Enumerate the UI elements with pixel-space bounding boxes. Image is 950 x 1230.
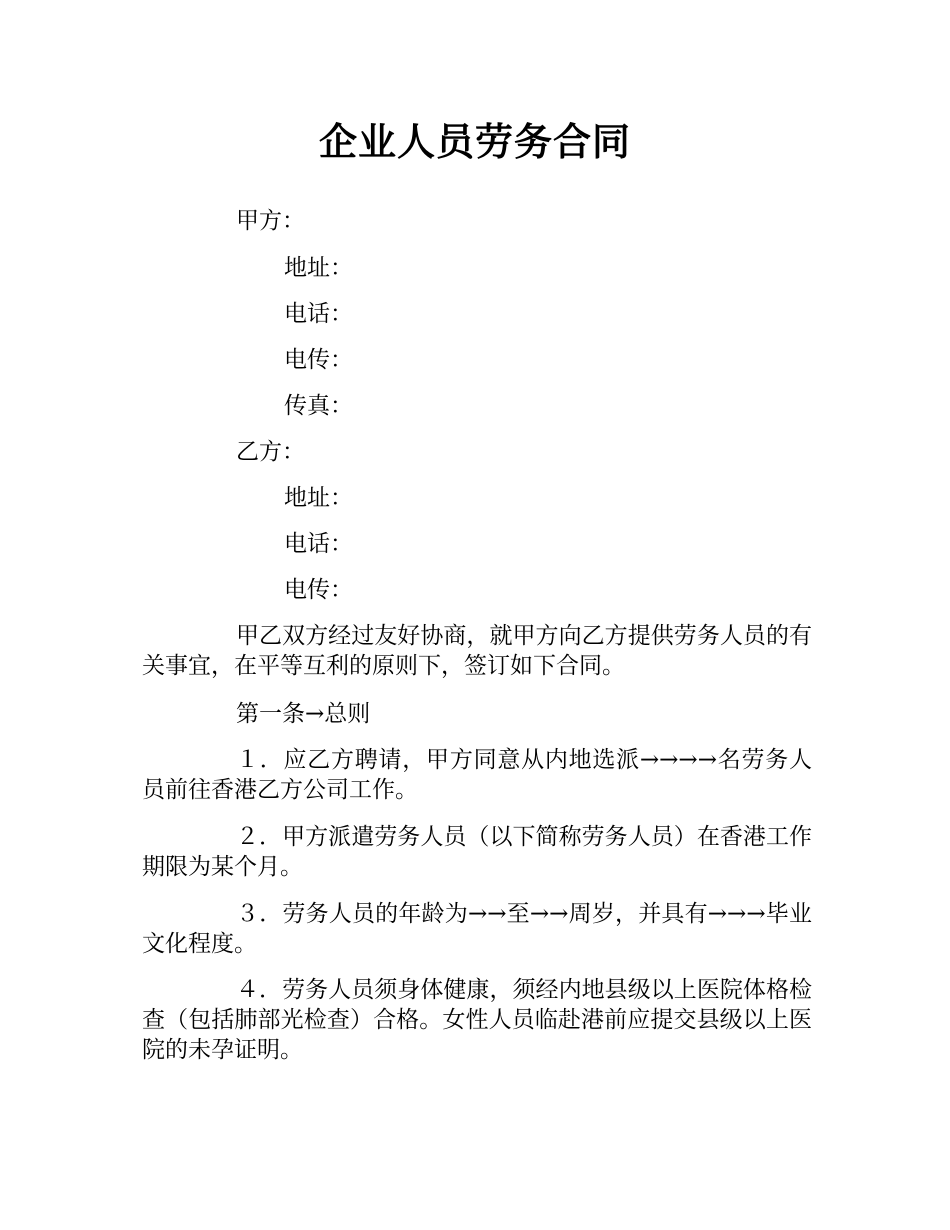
party-a-label: 甲方： <box>236 208 305 234</box>
intro-paragraph: 甲乙双方经过友好协商，就甲方向乙方提供劳务人员的有关事宜，在平等互利的原则下，签订如下合同。 <box>142 623 812 679</box>
party-b-address-label: 地址： <box>284 485 353 511</box>
party-b-label: 乙方： <box>236 439 305 465</box>
party-a-address-label: 地址： <box>284 255 353 281</box>
party-a-telex-label: 电传： <box>284 347 353 373</box>
article-1-heading: 第一条→总则 <box>236 701 371 727</box>
page-title: 企业人员劳务合同 <box>318 120 631 164</box>
clause-4: ４．劳务人员须身体健康，须经内地县级以上医院体格检查（包括肺部光检查）合格。女性人员临赴港前应提交县级以上医院的未孕证明。 <box>142 977 812 1063</box>
clause-2: ２．甲方派遣劳务人员（以下简称劳务人员）在香港工作期限为某个月。 <box>142 824 812 880</box>
clause-3: ３．劳务人员的年龄为→→至→→周岁，并具有→→→毕业文化程度。 <box>142 901 812 957</box>
party-b-telex-label: 电传： <box>284 577 353 603</box>
party-a-phone-label: 电话： <box>284 301 353 327</box>
party-b-phone-label: 电话： <box>284 531 353 557</box>
party-a-fax-label: 传真： <box>284 393 353 419</box>
clause-1: １．应乙方聘请，甲方同意从内地选派→→→→名劳务人员前往香港乙方公司工作。 <box>142 747 812 803</box>
